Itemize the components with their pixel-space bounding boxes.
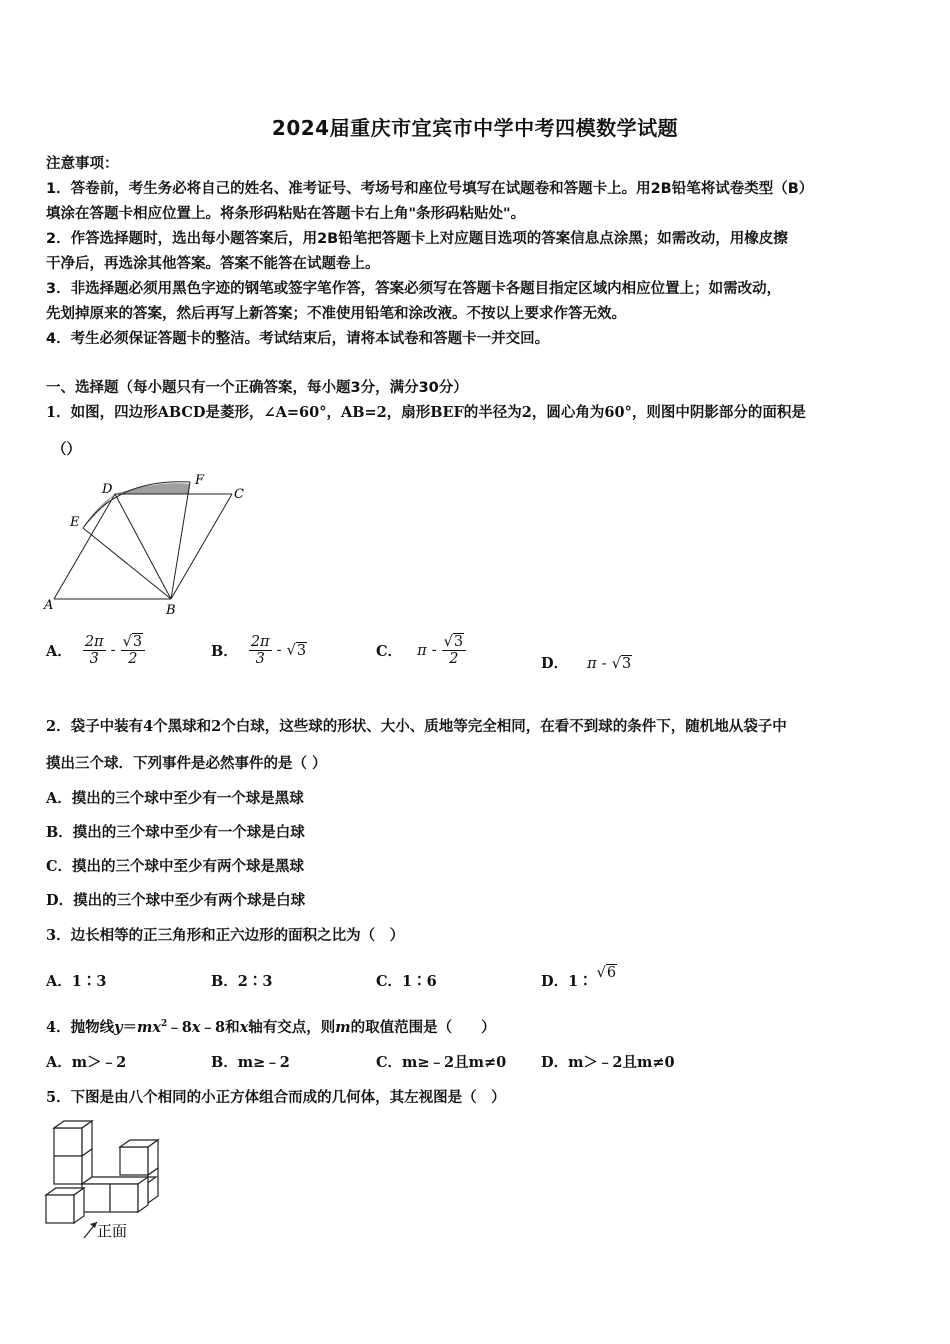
q1-option-b-letter: B． — [211, 643, 238, 660]
q5-front-label: 正面 — [97, 1222, 128, 1240]
q1-b-den: 3 — [255, 651, 265, 667]
q2-option-c[interactable]: C．摸出的三个球中至少有两个球是黑球 — [46, 858, 305, 875]
q1-option-a-letter: A． — [46, 643, 72, 660]
page-title: 2024届重庆市宜宾市中学中考四模数学试题 — [271, 116, 679, 140]
notice-line-7: 4．考生必须保证答题卡的整洁。考试结束后，请将本试卷和答题卡一并交回。 — [46, 331, 550, 347]
q3-option-a[interactable]: A．1∶3 — [46, 973, 107, 990]
q4-option-a[interactable]: A．m＞﹣2 — [46, 1054, 127, 1071]
q1-c-rad: 3 — [453, 634, 464, 650]
notice-line-3: 2．作答选择题时，选出每小题答案后，用2B铅笔把答题卡上对应题目选项的答案信息点涂黑；如需改动，用橡皮擦 — [46, 231, 788, 247]
q2-option-d[interactable]: D．摸出的三个球中至少有两个球是白球 — [46, 892, 306, 909]
q1-d-rad: 3 — [621, 656, 632, 672]
q1-label-c: C — [234, 487, 244, 502]
q4-stem — [46, 1016, 496, 1037]
q4-m: m — [335, 1019, 351, 1036]
q3-option-c[interactable]: C．1∶6 — [376, 973, 437, 990]
notice-heading: 注意事项： — [46, 156, 119, 172]
q4-option-d[interactable]: D．m＞﹣2且m≠0 — [541, 1054, 675, 1071]
q4-x2: x — [239, 1019, 249, 1036]
q4-mid: 轴有交点，则 — [248, 1019, 336, 1036]
q1-label-a: A — [44, 598, 54, 613]
q4-pre: 4．抛物线 — [46, 1019, 115, 1036]
q1-option-b[interactable]: B． $\frac{2\pi}{3}$ - √3 — [211, 634, 307, 667]
q4-sup: 2 — [161, 1019, 168, 1030]
q2-option-b[interactable]: B．摸出的三个球中至少有一个球是白球 — [46, 824, 305, 841]
q4-rest1: ﹣8 — [167, 1019, 192, 1036]
notice-line-4: 干净后，再选涂其他答案。答案不能答在试题卷上。 — [46, 256, 380, 272]
q4-y: y — [114, 1019, 123, 1036]
q1-a-den2: 2 — [128, 651, 138, 667]
q5-cubes-figure — [40, 1118, 180, 1242]
q1-diag-db — [115, 494, 171, 599]
q1-b-rad: 3 — [296, 642, 307, 659]
q1-option-c-letter: C． — [376, 643, 403, 660]
q3-option-d-rad: 6 — [606, 965, 617, 981]
q4-post: 的取值范围是（ ） — [350, 1019, 496, 1036]
q1-shaded-left — [83, 494, 115, 528]
q4-rest2: ﹣8和 — [200, 1019, 240, 1036]
q1-d-minus: - — [601, 656, 607, 672]
q1-d-pi: π — [587, 656, 597, 672]
q4-option-c[interactable]: C．m≥﹣2且m≠0 — [376, 1054, 507, 1071]
q4-eq: ＝ — [122, 1019, 138, 1036]
q1-label-d: D — [102, 482, 113, 497]
notice-line-5: 3．非选择题必须用黑色字迹的钢笔或签字笔作答，答案必须写在答题卡各题目指定区域内相应位置上；如需改动， — [46, 281, 782, 297]
q1-c-den: 2 — [449, 651, 459, 667]
q1-a-num: 2π — [84, 634, 104, 650]
q1-c-pi: π — [417, 642, 427, 659]
q1-option-a[interactable]: A． $\frac{2\pi}{3}$ - $\frac{√3}{2}$ — [46, 634, 145, 667]
q1-edge-cb — [171, 494, 232, 599]
q1-a-rad: 3 — [132, 634, 143, 650]
q4-x: x — [191, 1019, 201, 1036]
q3-option-b[interactable]: B．2∶3 — [211, 973, 273, 990]
q1-label-e: E — [70, 515, 80, 530]
q1-b-minus: - — [276, 642, 282, 659]
notice-line-6: 先划掉原来的答案，然后再写上新答案；不准使用铅笔和涂改液。不按以上要求作答无效。 — [46, 306, 626, 322]
q1-a-minus: - — [110, 642, 116, 659]
q1-b-num: 2π — [250, 634, 270, 650]
q2-stem-line2: 摸出三个球．下列事件是必然事件的是（ ） — [46, 755, 327, 772]
q3-option-d-prefix: D．1∶ — [541, 973, 593, 990]
q1-rhombus-figure — [40, 468, 260, 618]
q2-option-a[interactable]: A．摸出的三个球中至少有一个球是黑球 — [46, 790, 304, 807]
notice-line-1: 1．答卷前，考生务必将自己的姓名、准考证号、考场号和座位号填写在试题卷和答题卡上。用2B铅笔将试卷类型（B） — [46, 181, 814, 197]
q1-option-d-letter: D． — [541, 655, 569, 672]
q4-mx: mx — [137, 1019, 162, 1036]
notice-line-2: 填涂在答题卡相应位置上。将条形码粘贴在答题卡右上角"条形码粘贴处"。 — [46, 206, 526, 222]
q1-stem-line1: 1．如图，四边形ABCD是菱形，∠A=60°，AB=2，扇形BEF的半径为2，圆心角为60°，则图中阴影部分的面积是 — [46, 404, 806, 421]
q1-a-den: 3 — [89, 651, 99, 667]
q3-stem: 3．边长相等的正三角形和正六边形的面积之比为（ ） — [46, 927, 405, 944]
section-heading: 一、选择题（每小题只有一个正确答案，每小题3分，满分30分） — [46, 380, 468, 396]
q1-stem-line2: （） — [52, 441, 81, 458]
q1-c-minus: - — [431, 642, 437, 659]
q2-stem-line1: 2．袋子中装有4个黑球和2个白球，这些球的形状、大小、质地等完全相同，在看不到球的条件下，随机地从袋子中 — [46, 718, 787, 735]
q1-radius-be — [83, 528, 171, 599]
q4-option-b[interactable]: B．m≥﹣2 — [211, 1054, 290, 1071]
q1-label-f: F — [195, 473, 205, 488]
q5-stem: 5．下图是由八个相同的小正方体组合而成的几何体，其左视图是（ ） — [46, 1089, 506, 1106]
q1-option-c[interactable]: C． π - $\frac{√3}{2}$ — [376, 634, 466, 667]
q3-option-d[interactable]: D．1∶ √6 — [541, 965, 617, 990]
q1-radius-bf — [171, 482, 190, 599]
q1-option-d[interactable]: D． π - √3 — [541, 655, 632, 672]
q1-label-b: B — [166, 603, 176, 618]
